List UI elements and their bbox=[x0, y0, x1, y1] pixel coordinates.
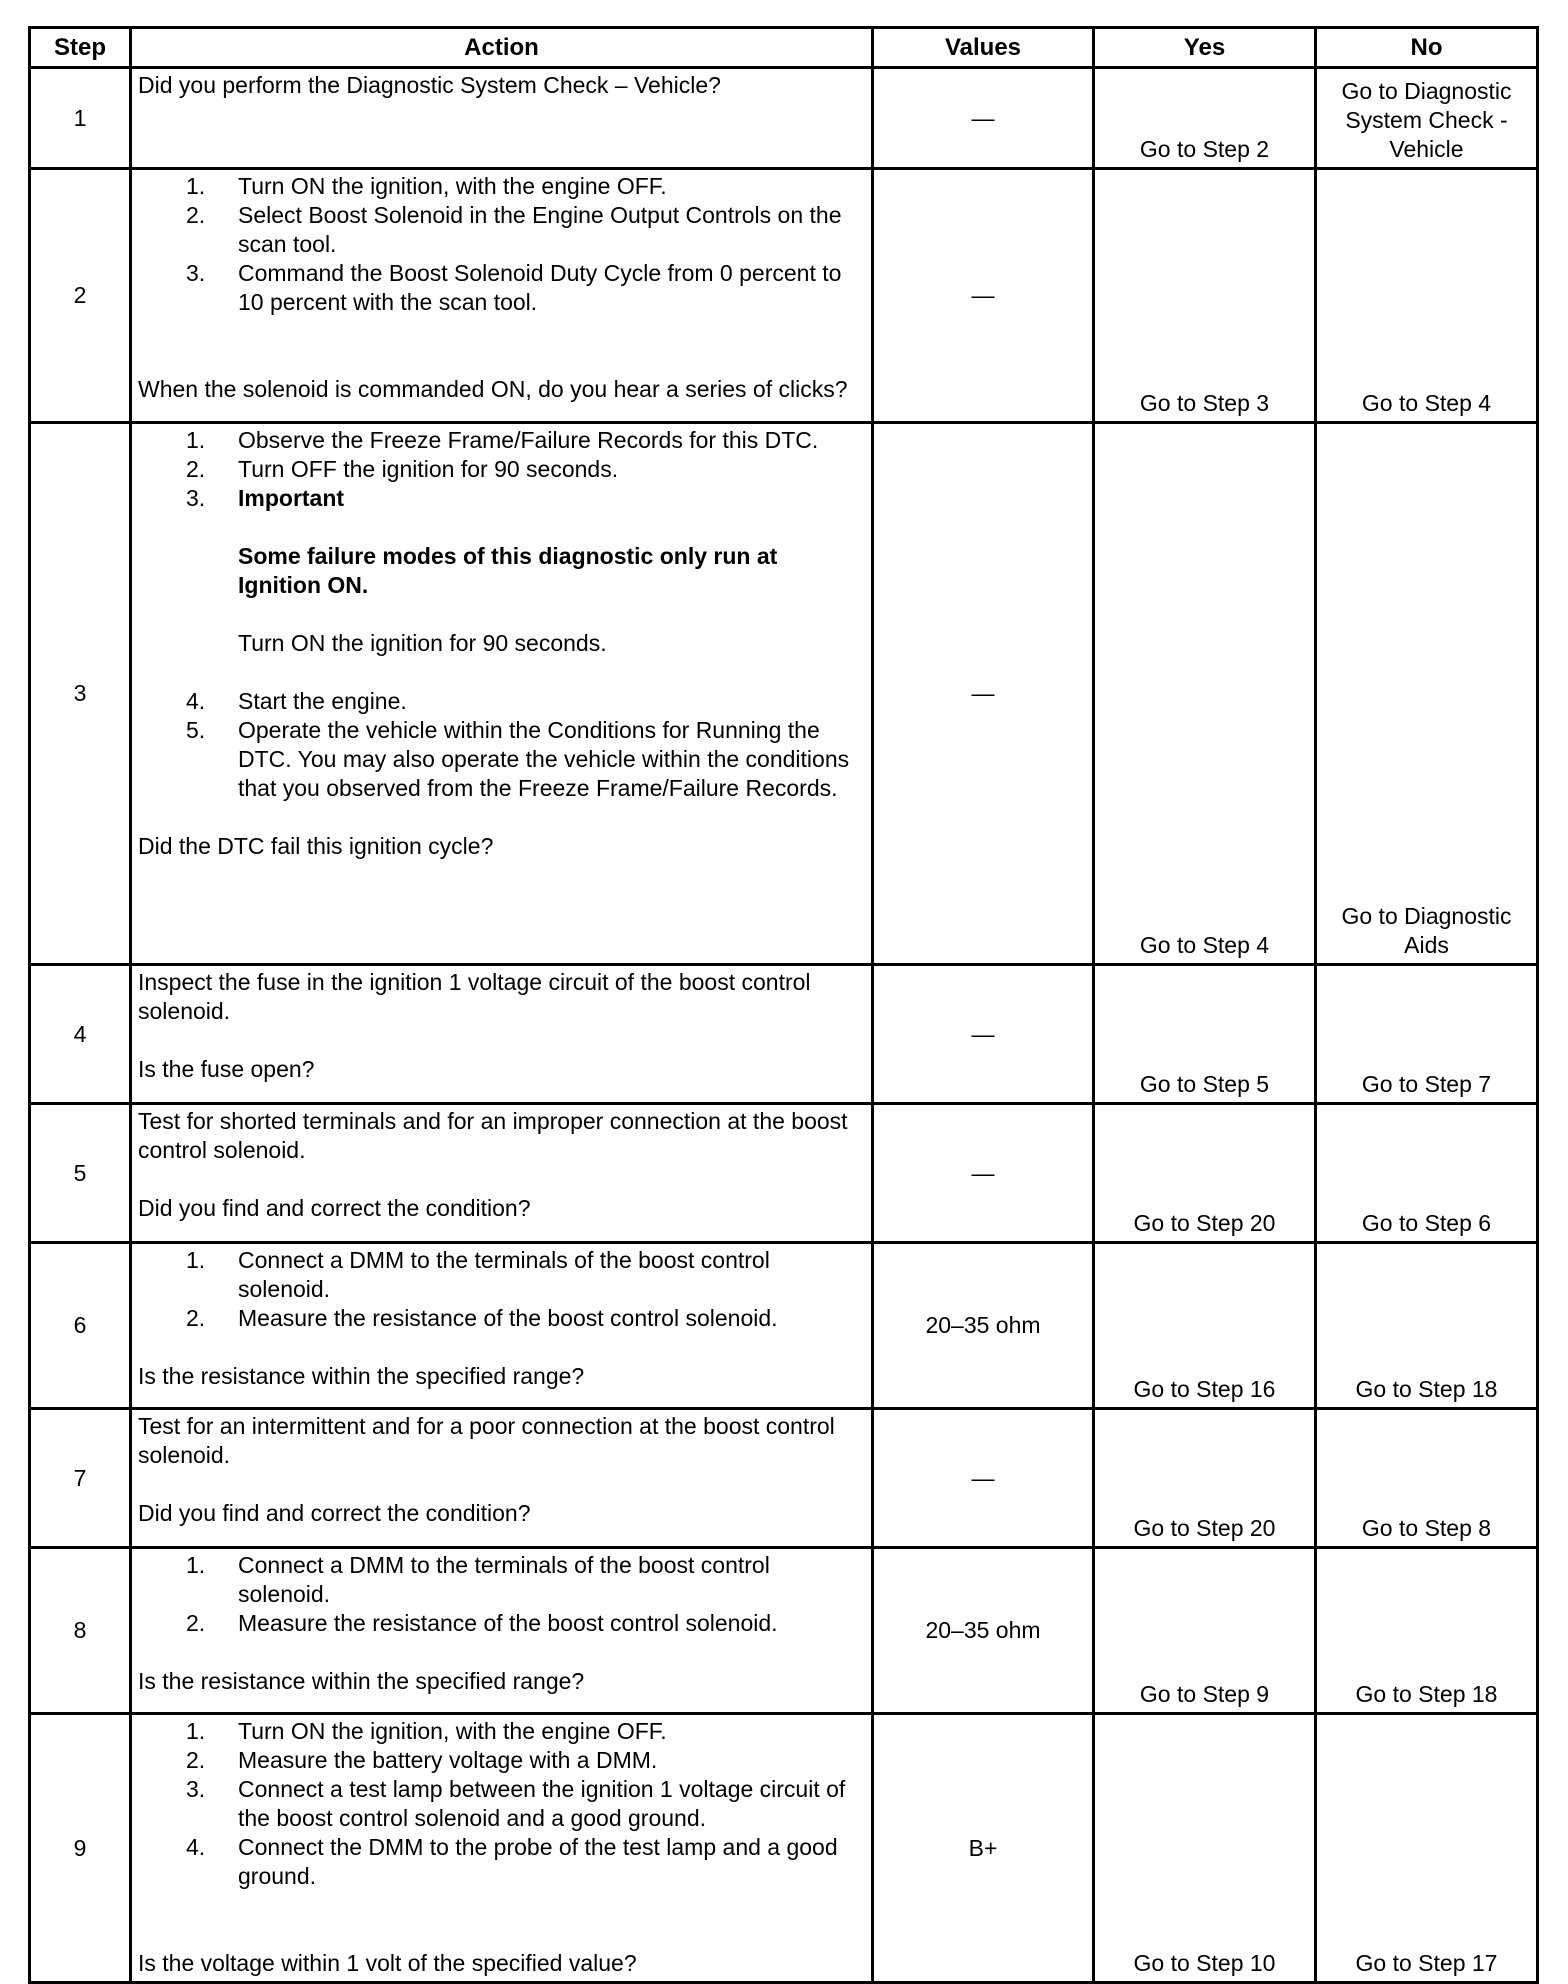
step-number: 1 bbox=[30, 68, 131, 169]
header-row bbox=[30, 28, 1538, 68]
important-note: Some failure modes of this diagnostic only run at Ignition ON. bbox=[238, 543, 778, 598]
values-cell: — bbox=[873, 169, 1094, 423]
action-cell bbox=[131, 1714, 873, 1983]
no-cell: Go to Diagnostic Aids bbox=[1316, 423, 1538, 965]
question-text: When the solenoid is commanded ON, do you hear a series of clicks? bbox=[138, 376, 848, 402]
question-text: Did you find and correct the condition? bbox=[138, 1195, 531, 1221]
header-action: Action bbox=[131, 28, 873, 68]
yes-cell: Go to Step 20 bbox=[1094, 1409, 1316, 1548]
yes-cell: Go to Step 16 bbox=[1094, 1243, 1316, 1409]
no-cell: Go to Step 8 bbox=[1316, 1409, 1538, 1548]
list-item: 5. Operate the vehicle within the Conditions for Running the DTC. You may also operate the vehicle within the conditions that you observed from the Freeze Frame/Failure Records. bbox=[138, 716, 859, 803]
action-cell bbox=[131, 1409, 873, 1548]
action-cell bbox=[131, 169, 873, 423]
list-item: 1. Connect a DMM to the terminals of the boost control solenoid. bbox=[138, 1551, 859, 1609]
question-text: Is the voltage within 1 volt of the specified value? bbox=[138, 1950, 637, 1976]
yes-cell: Go to Step 10 bbox=[1094, 1714, 1316, 1983]
table-row bbox=[30, 423, 1538, 965]
table-row bbox=[30, 1714, 1538, 1983]
list-item-text: Connect a test lamp between the ignition 1 voltage circuit of the boost control solenoid and a good ground. bbox=[238, 1776, 846, 1831]
list-item-text: Turn OFF the ignition for 90 seconds. bbox=[238, 456, 619, 482]
step-number: 9 bbox=[30, 1714, 131, 1983]
header-step: Step bbox=[30, 28, 131, 68]
list-item: 4. Start the engine. bbox=[138, 687, 859, 716]
values-cell: — bbox=[873, 1104, 1094, 1243]
question-text: Did you find and correct the condition? bbox=[138, 1500, 531, 1526]
table-row bbox=[30, 1243, 1538, 1409]
values-cell: — bbox=[873, 68, 1094, 169]
values-cell: — bbox=[873, 965, 1094, 1104]
list-item: 1. Turn ON the ignition, with the engine OFF. bbox=[138, 1717, 859, 1746]
list-item: 2. Measure the battery voltage with a DMM. bbox=[138, 1746, 859, 1775]
diagnostic-table bbox=[28, 26, 1539, 1984]
action-cell bbox=[131, 68, 873, 169]
list-item: 4. Connect the DMM to the probe of the test lamp and a good ground. bbox=[138, 1833, 859, 1891]
step-number: 8 bbox=[30, 1548, 131, 1714]
yes-cell: Go to Step 9 bbox=[1094, 1548, 1316, 1714]
action-cell bbox=[131, 423, 873, 965]
action-text: Test for shorted terminals and for an improper connection at the boost control solenoid. bbox=[138, 1108, 848, 1163]
list-item-text: Turn ON the ignition, with the engine OFF. bbox=[238, 173, 667, 199]
no-cell: Go to Step 18 bbox=[1316, 1243, 1538, 1409]
list-item-text: Command the Boost Solenoid Duty Cycle from 0 percent to 10 percent with the scan tool. bbox=[238, 260, 842, 315]
step-number: 5 bbox=[30, 1104, 131, 1243]
list-item: 2. Measure the resistance of the boost control solenoid. bbox=[138, 1609, 859, 1638]
list-item: 2. Turn OFF the ignition for 90 seconds. bbox=[138, 455, 859, 484]
step-number: 2 bbox=[30, 169, 131, 423]
list-item: 3. Command the Boost Solenoid Duty Cycle from 0 percent to 10 percent with the scan tool. bbox=[138, 259, 859, 317]
no-cell: Go to Step 6 bbox=[1316, 1104, 1538, 1243]
question-text: Is the fuse open? bbox=[138, 1056, 315, 1082]
no-cell: Go to Step 17 bbox=[1316, 1714, 1538, 1983]
action-text: Test for an intermittent and for a poor connection at the boost control solenoid. bbox=[138, 1413, 835, 1468]
header-no: No bbox=[1316, 28, 1538, 68]
action-text: Inspect the fuse in the ignition 1 voltage circuit of the boost control solenoid. bbox=[138, 969, 811, 1024]
no-cell: Go to Step 18 bbox=[1316, 1548, 1538, 1714]
table-row bbox=[30, 68, 1538, 169]
table-row bbox=[30, 1104, 1538, 1243]
table-row bbox=[30, 1409, 1538, 1548]
list-item: 2. Select Boost Solenoid in the Engine Output Controls on the scan tool. bbox=[138, 201, 859, 259]
values-cell: — bbox=[873, 423, 1094, 965]
diagnostic-page bbox=[28, 26, 1536, 1984]
list-item-text: Operate the vehicle within the Conditions for Running the DTC. You may also operate the vehicle within the conditions that you observed from the Freeze Frame/Failure Records. bbox=[238, 717, 850, 801]
action-cell bbox=[131, 1548, 873, 1714]
step-number: 3 bbox=[30, 423, 131, 965]
list-item-text: Select Boost Solenoid in the Engine Output Controls on the scan tool. bbox=[238, 202, 842, 257]
list-item: 1. Observe the Freeze Frame/Failure Records for this DTC. bbox=[138, 426, 859, 455]
question-text: Did the DTC fail this ignition cycle? bbox=[138, 833, 494, 859]
list-item-text: Measure the resistance of the boost control solenoid. bbox=[238, 1610, 778, 1636]
no-cell: Go to Diagnostic System Check - Vehicle bbox=[1316, 68, 1538, 169]
values-cell: 20–35 ohm bbox=[873, 1548, 1094, 1714]
action-text: Did you perform the Diagnostic System Check – Vehicle? bbox=[138, 72, 721, 98]
table-row bbox=[30, 1548, 1538, 1714]
yes-cell: Go to Step 2 bbox=[1094, 68, 1316, 169]
header-values: Values bbox=[873, 28, 1094, 68]
no-cell: Go to Step 7 bbox=[1316, 965, 1538, 1104]
list-item: 1. Connect a DMM to the terminals of the boost control solenoid. bbox=[138, 1246, 859, 1304]
list-item-text: Connect the DMM to the probe of the test lamp and a good ground. bbox=[238, 1834, 838, 1889]
yes-cell: Go to Step 5 bbox=[1094, 965, 1316, 1104]
list-item-text: Connect a DMM to the terminals of the boost control solenoid. bbox=[238, 1247, 770, 1302]
action-cell bbox=[131, 965, 873, 1104]
step-number: 4 bbox=[30, 965, 131, 1104]
list-item: 2. Measure the resistance of the boost control solenoid. bbox=[138, 1304, 859, 1333]
values-cell: B+ bbox=[873, 1714, 1094, 1983]
list-item-text: Measure the battery voltage with a DMM. bbox=[238, 1747, 658, 1773]
values-cell: 20–35 ohm bbox=[873, 1243, 1094, 1409]
question-text: Is the resistance within the specified range? bbox=[138, 1668, 585, 1694]
header-yes: Yes bbox=[1094, 28, 1316, 68]
list-item: 3. Important bbox=[138, 484, 859, 513]
important-label: Important bbox=[238, 485, 345, 511]
step-number: 7 bbox=[30, 1409, 131, 1548]
yes-cell: Go to Step 3 bbox=[1094, 169, 1316, 423]
list-item-text: Start the engine. bbox=[238, 688, 407, 714]
yes-cell: Go to Step 20 bbox=[1094, 1104, 1316, 1243]
question-text: Is the resistance within the specified range? bbox=[138, 1363, 585, 1389]
important-action: Turn ON the ignition for 90 seconds. bbox=[238, 630, 607, 656]
list-item: 1. Turn ON the ignition, with the engine OFF. bbox=[138, 172, 859, 201]
list-item-text: Turn ON the ignition, with the engine OFF. bbox=[238, 1718, 667, 1744]
action-cell bbox=[131, 1104, 873, 1243]
values-cell: — bbox=[873, 1409, 1094, 1548]
action-cell bbox=[131, 1243, 873, 1409]
table-row bbox=[30, 169, 1538, 423]
table-row bbox=[30, 965, 1538, 1104]
list-item: 3. Connect a test lamp between the ignition 1 voltage circuit of the boost control solenoid and a good ground. bbox=[138, 1775, 859, 1833]
list-item-text: Observe the Freeze Frame/Failure Records for this DTC. bbox=[238, 427, 819, 453]
no-cell: Go to Step 4 bbox=[1316, 169, 1538, 423]
step-number: 6 bbox=[30, 1243, 131, 1409]
list-item-text: Measure the resistance of the boost control solenoid. bbox=[238, 1305, 778, 1331]
yes-cell: Go to Step 4 bbox=[1094, 423, 1316, 965]
list-item-text: Connect a DMM to the terminals of the boost control solenoid. bbox=[238, 1552, 770, 1607]
